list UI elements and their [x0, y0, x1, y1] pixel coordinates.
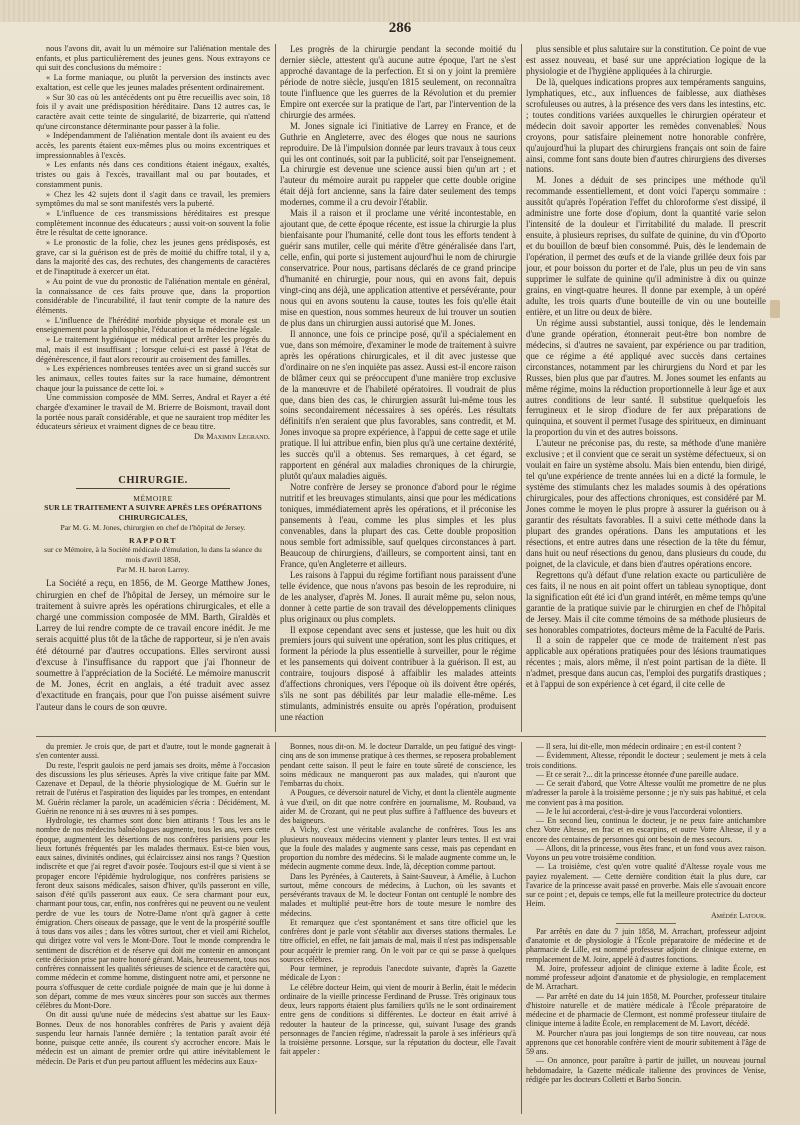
rapport-label: RAPPORT — [129, 535, 177, 545]
paragraph: Un régime aussi substantiel, aussi tonique, dès le lendemain d'une grande opération, étonnerait peut-être bon nombre de médecins, si d'autres ne savaient, par expérience ou par tradition, que ce régime a été appliqué avec succès dans certaines circonstances, notamment par les chirurgiens du Nord et par les Russes, bien plus que par d'autres. M. Jones soumet les enfants au même régime, moins la réduction proportionnelle à leur âge et aux autres conditions de leur santé. Il substitue quelquefois les ferrugineux et le sirop d'iodure de fer aux préparations de quinquina, et souvent il permet l'usage des spiritueux, en diminuant la proportion du vin et des autres boissons. — [526, 317, 766, 438]
paragraph: M. Jones signale ici l'initiative de Larrey en France, et de Guthrie en Angleterre, avec des éloges que nous ne saurions reproduire. De là l'impulsion donnée par leurs travaux à tous ceux qui les ont continués, soit par la publicité, soit par l'enseignement. La chirurgie est devenue une science aussi bien qu'un art ; et l'auteur du mémoire aurait pu rappeler que cette double origine était déjà fort ancienne, sans la faire dater seulement des temps modernes, comme il a cru devoir l'établir. — [280, 120, 516, 208]
column-divider — [521, 44, 522, 732]
notice: — Par arrêté en date du 14 juin 1858, M. Pourcher, professeur titulaire d'histoire naturelle et de matière médicale à l'École préparatoire de médecine et de pharmacie de Clermont, est nommé professeur titulaire de clinique interne à ladite École, en remplacement de M. Lavort, décédé. — [526, 991, 766, 1029]
memoire-title: SUR LE TRAITEMENT A SUIVRE APRÈS LES OPÉRATIONS CHIRURGICALES, — [44, 503, 262, 523]
paragraph: — Et ce serait ?... dit la princesse étonnée d'une pareille audace. — [536, 769, 739, 779]
paragraph: Les progrès de la chirurgie pendant la seconde moitié du dernier siècle, attestent qu'à aucune autre époque, l'art ne s'est approché davantage de la perfection. Et si on y joint la première période de notre siècle, jusqu'en 1815 seulement, on reconnaîtra toute l'influence que les guerres de la Révolution et du premier Empire ont exercée sur la pratique de l'art, par l'intervention de la chirurgie des armées. — [280, 44, 516, 120]
paragraph: Regrettons qu'à défaut d'une relation exacte ou particulière de ces faits, il ne nous en ait point offert un tableau synoptique, dont la signification eût été ici d'un grand intérêt, en même temps qu'une garantie de la pratique suivie par le chirurgien en chef de l'hôpital de Jersey. Mais il cite comme témoins de sa méthode plusieurs de ses honorables compatriotes, docteurs même de la Faculté de Paris. — [526, 569, 766, 635]
column-2-top — [280, 44, 516, 730]
separator-rule — [616, 923, 676, 924]
paragraph: L'auteur ne préconise pas, du reste, sa méthode d'une manière exclusive ; et il convient que ce serait un système défectueux, si on voulait en faire un système absolu. Mais bien entendu, bien dirigé, tel qu'une expérience de trente années lui en a dicté la formule, le système des stimulants chez les malades soumis à des opérations chirurgicales, pour des affections chroniques, est considéré par M. Jones comme le moyen le plus propre à assurer la guérison ou à garantir des résultats favorables. Il a suivi cette méthode dans la plupart des grandes opérations. Dans les amputations et les résections, et entre autres dans une résection de la tête du fémur, dans huit ou neuf résections du genou, dans plusieurs du coude, du poignet, de la clavicule, et dans bien d'autres opérations encore. — [526, 438, 766, 569]
paragraph: » Chez les 42 sujets dont il s'agit dans ce travail, les premiers symptômes du mal se sont manifestés vers la puberté. — [36, 189, 270, 209]
notice: Par arrêtés en date du 7 juin 1858, M. Arrachart, professeur adjoint d'anatomie et de physiologie à l'École préparatoire de médecine et de pharmacie de Lille, est nommé professeur adjoint de clinique externe, en remplacement de M. Joire, appelé à d'autres fonctions. — [526, 926, 766, 964]
paragraph: » Les expériences nombreuses tentées avec un si grand succès sur les animaux, celles toutes faites sur la race humaine, démontrent chaque jour la puissance de cette loi. » — [36, 364, 270, 393]
paragraph: » Indépendamment de l'aliénation mentale dont ils avaient eu des accès, les parents étaient eux-mêmes plus ou moins excentriques et impressionnables à l'excès. — [36, 131, 270, 160]
memoire-author: Par M. G. M. Jones, chirurgien en chef de l'hôpital de Jersey. — [60, 522, 246, 532]
column-divider — [275, 742, 276, 1114]
paragraph: » Au point de vue du pronostic de l'aliénation mentale en général, la connaissance de ces faits prouve que, dans la proportion considérable de l'incurabilité, il faut tenir compte de la nature des éléments. — [36, 276, 270, 315]
paragraph: Il annonce, une fois ce principe posé, qu'il a spécialement en vue, dans son mémoire, d'examiner le mode de traitement à suivre après les opérations chirurgicales, et il dit avec justesse que d'ordinaire on ne s'en inquiète pas assez. Aussi est-il encore raison de blâmer ceux qui se préoccupent d'une manière trop exclusive de la manœuvre et de l'habileté opératoires. Il voudrait de plus que, dans bien des cas, le chirurgien assurât lui-même tous les soins secondairement nécessaires à ses opérés. Les résultats définitifs n'en seraient que plus favorables, sans contredit, et M. Jones invoque sa propre expérience, à l'appui de cette sage et utile pratique. Il lui attribue enfin, bien plus qu'à une certaine dextérité, les succès qu'il a obtenus. Ses remarques, à cet égard, se rapportent en général aux maladies chroniques de la chirurgie, plutôt qu'aux maladies aiguës. — [280, 328, 516, 482]
paragraph: nous l'avons dit, avait lu un mémoire sur l'aliénation mentale des enfants, et plus particulièrement des jeunes gens. Nous extrayons ce qui suit des conclusions du mémoire : — [36, 44, 270, 73]
author-signature: Amédée Latour. — [710, 910, 766, 920]
paragraph: Il expose cependant avec sens et justesse, que les huit ou dix premiers jours qui suivent une opération, sont les plus critiques, et forment la période la plus essentielle à surveiller, pour le régime et les pansements qui doivent contribuer à la guérison. Il est, au contraire, toujours disposé à affaiblir les malades atteints d'affections chroniques, vers l'époque où ils doivent être opérés, s'ils ne sont pas débilités par leur maladie elle-même. Les stimulants, administrés ensuite ou après l'opération, produisent une réaction — [280, 624, 516, 723]
notice: M. Joire, professeur adjoint de clinique externe à ladite École, est nommé professeur adjoint d'anatomie et de physiologie, en remplacement de M. Arrachart. — [526, 963, 766, 992]
paragraph: Et remarquez que c'est spontanément et sans titre officiel que les confrères dont je parle vont s'établir aux diverses stations thermales. Le titre officiel, en effet, ne fait jamais de mal, mais il n'est pas indispensable pour acquérir le premier rang. On le voit par ce qui se passe à quelques sources célèbres. — [280, 917, 516, 964]
torn-top-margin — [0, 0, 800, 22]
column-divider — [275, 44, 276, 732]
paragraph: Hydrologie, tes charmes sont donc bien attirants ! Tous les ans le nombre de nos médecins balnéologues augmente, tous les ans, vers cette époque, augmentent les désertions de nos confrères parisiens pour les lieux fortunés fréquentés par les malades thermaux. Est-ce bien vous, eaux saines, divinités ondines, qui éclaircissez ainsi nos rangs ? Question indiscrète et que j'ai regret d'avoir posée. Toujours est-il que si vient à se propager encore l'épidémie hydrologique, nos confrères parisiens se feront deux saisons médicales, saison d'hiver, qu'ils passeront en ville, saison d'été qu'ils passeront aux eaux. Ce sera charmant pour eux, charmant pour tous, car, enfin, nos confrères qui ne peuvent ou ne veulent perdre de vue les tours de Notre-Dame n'ont qu'à gagner à cette émigration. Chers oiseaux de passage, que le vent de la prospérité souffle à tous dans vos ailes ; dans les vôtres surtout, cher et vieil ami Richelot, qui dirigez votre vol vers le Mont-Dore. Tout le monde comprendra le sentiment de discrétion et de réserve qui doit me contenir en annonçant cette décision prise par notre honoré gérant. Mais, heureusement, tous nos confrères connaissent les qualités sérieuses de science et de caractère qui, comme médecin et comme homme, distinguent notre ami, et personne ne pourra s'offusquer de cette cordiale poignée de main que je lui donne à son départ, comme de mes vœux sincères pour son succès aux thermes célèbres du Mont-Dore. — [36, 816, 270, 1010]
column-divider — [521, 742, 522, 1114]
paragraph: Il a soin de rappeler que ce mode de traitement n'est pas applicable aux opérations pratiquées pour des lésions traumatiques récentes ; mais, alors même, il n'est point partisan de la diète. Il n'admet, presque dans aucun cas, l'emploi des purgatifs drastiques ; et à l'appui de son expérience à cet égard, il cite celle de — [526, 635, 766, 690]
notice: M. Pourcher n'aura pas joui longtemps de son titre nouveau, car nous apprenons que cet honorable confrère vient de mourir subitement à l'âge de 59 ans. — [526, 1028, 766, 1056]
paragraph: Notre confrère de Jersey se prononce d'abord pour le régime nutritif et les breuvages stimulants, ainsi que pour les médications toniques, immédiatement après les opérations, et il préconise les pansements à l'eau, comme les plus simples et les plus convenables, dans la plupart des cas. Cette double proposition nous semble fort admissible, sauf quelques circonstances à part. Beaucoup de chirurgiens, d'ailleurs, se comportent ainsi, tant en France, qu'en Angleterre et ailleurs. — [280, 482, 516, 569]
paragraph: Le célèbre docteur Heim, qui vient de mourir à Berlin, était le médecin ordinaire de la vieille princesse Ferdinand de Prusse. Très originaux tous deux, leurs rapports étaient plus familiers qu'ils ne le sont ordinairement entre gens de conditions si différentes. Le docteur en était arrivé à redouter la hauteur de la princesse, qui, suivant l'usage des grands personnages de l'ancien régime, n'adressait la parole à ses inférieurs qu'à la troisième personne. Lorsque, sur la réputation du docteur, elle l'avait fait appeler : — [280, 982, 516, 1057]
column-1-top — [36, 44, 270, 466]
paragraph: — La troisième, c'est qu'en votre qualité d'Altesse royale vous me payiez royalement. — Cette dernière condition était la plus dure, car l'avarice de la princesse avait passé en proverbe. Mais elle s'avouait encore sur ce point ; et, depuis ce temps, elle fut la meilleure protectrice du docteur Heim. — [526, 862, 766, 909]
rapport-author: Par M. H. baron Larrey. — [116, 564, 190, 574]
column-1-bottom — [36, 742, 270, 1114]
paragraph: — Évidemment, Altesse, répondit le docteur ; seulement je mets à cela trois conditions. — [526, 751, 766, 770]
column-2-bottom — [280, 742, 516, 1114]
memoire-label: MÉMOIRE — [133, 493, 173, 503]
rapport-subtitle: sur ce Mémoire, à la Société médicale d'émulation, lu dans la séance du mois d'avril 1858, — [44, 545, 262, 564]
paragraph: Dans les Pyrénées, à Cauterets, à Saint-Sauveur, à Amélie, à Luchon surtout, même concours de médecins, à Luchon, où les savants et persévérants travaux de M. le docteur Fontan ont centuplé le nombre des malades et multiplié peut-être hors de toute mesure le nombre des médecins. — [280, 871, 516, 918]
paragraph: Une commission composée de MM. Serres, Andral et Rayer a été chargée d'examiner le travail de M. Brierre de Boismont, travail dont la portée nous paraît considérable, et que ne sauraient trop méditer les éducateurs sérieux et vraiment dignes de ce beau titre. — [36, 393, 270, 432]
paragraph: plus sensible et plus salutaire sur la constitution. Ce point de vue est assez nouveau, et basé sur une appréciation logique de la physiologie et de l'hygiène appliquées à la chirurgie. — [526, 44, 766, 76]
column-3-top — [526, 44, 766, 730]
paragraph: du premier. Je crois que, de part et d'autre, tout le monde gagnerait à s'en contenter aussi. — [36, 742, 270, 761]
paragraph: De là, quelques indications propres aux tempéraments sanguins, lymphatiques, etc., aux influences de faiblesse, aux diathèses scrofuleuses ou autres, à la présence des vers dans les intestins, etc. ; toutes conditions variées auxquelles le chirurgien opérateur et médecin doit savoir apporter les remèdes convenables. Nous croyons, pour satisfaire pleinement notre honorable confrère, qu'aujourd'hui la plupart des chirurgiens français ont soin de faire ainsi, comme font sans doute bien d'autres chirurgiens des diverses nations. — [526, 76, 766, 175]
paragraph: — En second lieu, continua le docteur, je ne peux faire antichambre chez Votre Altesse, en frac et en escarpins, et outre Votre Altesse, il y a encore des centaines de personnes qui ont besoin de mes secours. — [526, 816, 766, 844]
paragraph: A Pougues, ce déversoir naturel de Vichy, et dont la clientèle augmente à vue d'œil, on dit que notre confrère en journalisme, M. Roubaud, va aider M. de Crozant, qui ne peut plus suffire à l'affluence des buveurs et des baigneurs. — [280, 788, 516, 825]
chirurgie-section — [36, 470, 270, 730]
paragraph: » Les enfants nés dans ces conditions étaient inégaux, exaltés, tristes ou gais à l'excès, travaillant mal ou par boutades, et constamment punis. — [36, 160, 270, 189]
paragraph: M. Jones a déduit de ses principes une méthode qu'il recommande essentiellement, et dont voici l'aperçu sommaire : aussitôt qu'après l'opération l'effet du chloroforme s'est dissipé, il administre une forte dose d'opium, dont la quantité varie selon l'intensité de la douleur et l'irritabilité du malade. Il prescrit ensuite, à plusieurs reprises, du sulfate de quinine, du vin d'Oporto et du bouillon de bœuf bien consommé. Puis, dès le lendemain de l'opération, il permet des œufs et de la viande grillée deux fois par jour, et pour boisson du porter et de l'ale, plus un peu de vin sans supprimer le sulfate de quinine qu'il administre à dix ou quinze grains, en vingt-quatre heures. Il donne par exemple, à un opéré adulte, les trois quarts d'une bouteille de vin ou une bouteille entière, et un litre ou deux de bière. — [526, 175, 766, 317]
binding-mark — [770, 300, 780, 318]
paragraph: « La forme maniaque, ou plutôt la perversion des instincts avec exaltation, est celle que les jeunes malades présentent ordinairement. — [36, 73, 270, 92]
paragraph: Les raisons à l'appui du régime fortifiant nous paraissent d'une telle évidence, que nous n'avons pas besoin de les reproduire, ni de les analyser, d'après M. Jones. Il aurait même pu, selon nous, donner à cette partie de son travail des développements cliniques plus originaux ou plus complets. — [280, 569, 516, 624]
paragraph: On dit aussi qu'une nuée de médecins s'est abattue sur les Eaux-Bonnes. Deux de nos honorables confrères de Paris y avaient déjà suspendu leur harnais l'année dernière ; la tentation paraît avoir été bonne, puisque cette année, ils courent s'y accrocher encore. Mais le médecin est un aimant de premier ordre qui attire inévitablement le médecin. De Paris et d'un peu partout affluent les médecins aux Eaux- — [36, 1010, 270, 1066]
paragraph: » Le pronostic de la folie, chez les jeunes gens prédisposés, est grave, car si la guérison est de près de moitié du chiffre total, il y a, dans la majorité des cas, des rechutes, des changements de caractères et de l'inaptitude à exercer un état. — [36, 238, 270, 277]
col1-paragraphs — [36, 44, 270, 432]
title-underline — [76, 488, 230, 489]
paragraph: » Sur 30 cas où les antécédents ont pu être recueillis avec soin, 18 fois il y avait une prédisposition héréditaire. Dans 12 autres cas, le caractère avait cette teinte de singularité, de bizarrerie, qui n'attend qu'une circonstance déterminante pour passer à la folie. — [36, 92, 270, 131]
paragraph: La Société a reçu, en 1856, de M. George Matthew Jones, chirurgien en chef de l'hôpital de Jersey, un mémoire sur le traitement à suivre après les opérations chirurgicales, et elle a chargé une commission composée de MM. Barth, Giraldès et Larrey de lui rendre compte de ce travail encore inédit. Je me serais acquitté plus tôt de la tâche de rapporteur, si je n'en avais été détourné par d'autres occupations. Elles serviront aussi d'excuse à l'insuffisance du rapport que j'ai l'honneur de soumettre à l'appréciation de la Société. Le mémoire manuscrit de M. Jones, écrit en anglais, a été traduit avec assez d'exactitude en français, pour que l'on puisse aisément suivre l'auteur dans le cours de son œuvre. — [36, 578, 270, 712]
paragraph: — Allons, dit la princesse, vous êtes franc, et un fond vous avez raison. Voyons un peu votre troisième condition. — [526, 843, 766, 862]
notice: — On annonce, pour paraître à partir de juillet, un nouveau journal hebdomadaire, la Gazette médicale italienne des provinces de Venise, rédigée par les docteurs Colletti et Barbo Soncin. — [526, 1056, 766, 1084]
paragraph: Bonnes, nous dit-on. M. le docteur Darralde, un peu fatigué des vingt-cinq ans de son immense pratique à ces thermes, se reposera probablement pendant cette saison. Il peut le faire en toute sûreté de conscience, les soins médicaux ne manqueront pas aux malades, qui n'auront que l'embarras du choix. — [280, 742, 516, 788]
paragraph: — Il sera, lui dit-elle, mon médecin ordinaire ; en est-il content ? — [536, 742, 742, 751]
paragraph: — Ce serait d'abord, que Votre Altesse voulût me promettre de ne plus m'adresser la parole à la troisième personne ; je n'y suis pas habitué, et cela me convient pas à ma position. — [526, 779, 766, 807]
page-number: 286 — [388, 20, 412, 36]
paragraph: » L'influence de ces transmissions héréditaires est presque complètement inconnue des éducateurs ; aussi voit-on souvent la folie être le résultat de cette ignorance. — [36, 208, 270, 238]
horizontal-divider — [36, 736, 766, 737]
paragraph: Mais il a raison et il proclame une vérité incontestable, en ajoutant que, de cette époque récente, est issue la chirurgie la plus bienfaisante pour l'humanité, celle dont tous les efforts tendent à guérir sans mutiler, celle qui mérite d'être généralisée dans l'art, celle, enfin, qui porte si justement aujourd'hui le nom de chirurgie conservatrice. Pour nous, partisans déclarés de ce grand principe d'humanité en chirurgie, pour nous, qui en avons fait, depuis vingt-cinq ans déjà, une application attentive et persévérante, pour nous qui en avons soutenu la cause, toutes les fois qu'elle était mise en question, nous sommes heureux de lui trouver un soutien de plus dans un chirurgien aussi autorisé que M. Jones. — [280, 208, 516, 328]
paragraph: A Vichy, c'est une véritable avalanche de confrères. Tous les ans plusieurs nouveaux médecins viennent y planter leurs tentes. Il est vrai que la foule des malades y augmente sans cesse, mais pas cependant en proportion du nombre des médecins. Si le malade augmente comme un, le médecin augmente comme deux. Inde, là, déception comme partout. — [280, 825, 516, 872]
paragraph: » L'influence de l'hérédité morbide physique et morale est un enseignement pour la philosophie, l'éducation et la médecine légale. — [36, 315, 270, 335]
author-signature: Dr Maximin Legrand. — [194, 432, 270, 442]
paragraph: Pour terminer, je reproduis l'anecdote suivante, d'après la Gazette médicale de Lyon : — [280, 964, 516, 983]
paragraph: — Je le lui accorderai, c'est-à-dire je vous l'accorderai volontiers. — [536, 806, 743, 816]
column-3-bottom — [526, 742, 766, 1114]
section-title: CHIRURGIE. — [118, 475, 188, 486]
paragraph: » Le traitement hygiénique et médical peut arrêter les progrès du mal, mais il est insuffisant ; lorsque celui-ci est passé à l'état de dégénérescence, il faut alors recourir au croisement des familles. — [36, 335, 270, 364]
paragraph: Du reste, l'esprit gaulois ne perd jamais ses droits, même à l'occasion des discussions les plus sérieuses. Après la vive critique faite par MM. Cazenave et Depaul, de la théorie physiologique de M. Guérin sur le retrait de l'utérus et l'aspiration des liquides par les trompes, en entendant M. Guérin réclamer la parole, un académicien s'écria : Décidément, M. Guérin ne renonce ni à ses œuvres ni à ses pompes. — [36, 760, 270, 816]
